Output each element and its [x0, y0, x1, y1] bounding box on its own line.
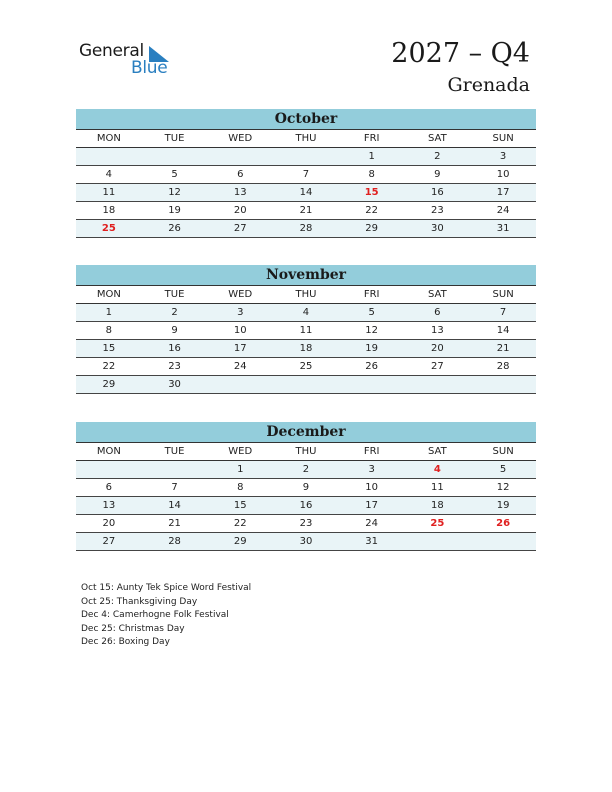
day-cell: 15: [102, 343, 116, 354]
week-row: [76, 166, 536, 184]
day-cell: 23: [431, 205, 444, 216]
day-cell: 20: [233, 205, 247, 216]
weekday-label: SUN: [492, 289, 514, 300]
day-cell: 12: [365, 325, 379, 336]
week-row: [76, 358, 536, 376]
day-cell: 8: [105, 325, 113, 336]
day-cell: 29: [233, 536, 247, 547]
weekday-label: SAT: [428, 289, 447, 300]
day-cell: 19: [365, 343, 379, 354]
month-december: [76, 422, 536, 551]
holiday-note: Dec 4: Camerhogne Folk Festival: [81, 610, 229, 620]
day-cell: 27: [233, 223, 247, 234]
day-cell: 20: [102, 518, 116, 529]
day-cell: 26: [168, 223, 181, 234]
day-cell: 24: [365, 518, 379, 529]
month-october: [76, 109, 536, 238]
holiday-note: Oct 15: Aunty Tek Spice Word Festival: [81, 583, 252, 593]
empty-day-cell: [405, 533, 471, 551]
weekday-label: TUE: [164, 133, 185, 144]
day-cell: 11: [299, 325, 313, 336]
day-cell: 21: [299, 205, 313, 216]
weekday-label: THU: [295, 446, 317, 457]
empty-day-cell: [470, 376, 536, 394]
holiday-note: Oct 25: Thanksgiving Day: [81, 596, 198, 607]
day-cell: 6: [434, 307, 441, 318]
week-row: [76, 479, 536, 497]
day-cell: 9: [434, 169, 441, 180]
day-cell: 5: [499, 464, 507, 475]
day-cell: 21: [496, 343, 510, 354]
day-cell: 2: [434, 151, 441, 162]
day-cell: 16: [168, 343, 181, 354]
weekday-label: WED: [228, 289, 253, 300]
day-cell: 6: [237, 169, 244, 180]
day-cell: 23: [299, 518, 313, 529]
week-row: [76, 497, 536, 515]
week-row: [76, 515, 536, 533]
day-cell: 2: [171, 307, 178, 318]
day-cell: 24: [496, 205, 510, 216]
month-title: October: [76, 109, 536, 129]
day-cell: 2: [302, 464, 310, 475]
month-grid: [76, 129, 536, 238]
day-cell: 28: [496, 361, 510, 372]
day-cell: 27: [431, 361, 444, 372]
day-cell: 25: [430, 518, 445, 529]
day-cell: 11: [102, 187, 116, 198]
weekday-label: WED: [228, 446, 253, 457]
day-cell: 17: [365, 500, 379, 511]
day-cell: 23: [168, 361, 181, 372]
day-cell: 9: [171, 325, 178, 336]
day-cell: 18: [431, 500, 444, 511]
weekday-label: WED: [228, 133, 253, 144]
day-cell: 10: [496, 169, 510, 180]
week-row: [76, 376, 536, 394]
day-cell: 28: [168, 536, 181, 547]
weekday-label: SAT: [428, 133, 447, 144]
day-cell: 8: [368, 169, 375, 180]
day-cell: 24: [233, 361, 247, 372]
empty-day-cell: [76, 148, 142, 166]
day-cell: 18: [102, 205, 116, 216]
day-cell: 25: [101, 223, 116, 234]
day-cell: 1: [368, 151, 375, 162]
day-cell: 4: [105, 169, 113, 180]
month-grid: [76, 285, 536, 394]
weekday-label: TUE: [164, 446, 185, 457]
day-cell: 12: [168, 187, 181, 198]
day-cell: 5: [368, 307, 375, 318]
day-cell: 10: [233, 325, 247, 336]
day-cell: 14: [299, 187, 313, 198]
month-grid: [76, 442, 536, 551]
empty-day-cell: [207, 376, 273, 394]
weekday-label: FRI: [363, 289, 380, 300]
week-row: [76, 220, 536, 238]
holiday-note: Dec 25: Christmas Day: [81, 623, 185, 634]
day-cell: 30: [299, 536, 313, 547]
day-cell: 15: [364, 187, 379, 198]
day-cell: 14: [496, 325, 510, 336]
week-row: [76, 202, 536, 220]
day-cell: 29: [365, 223, 379, 234]
day-cell: 30: [431, 223, 444, 234]
day-cell: 29: [102, 379, 116, 390]
empty-day-cell: [470, 533, 536, 551]
empty-day-cell: [339, 376, 405, 394]
weekday-label: FRI: [363, 446, 380, 457]
weekday-label: THU: [295, 133, 317, 144]
logo-word-general: General: [79, 41, 144, 61]
empty-day-cell: [273, 376, 339, 394]
day-cell: 31: [365, 536, 379, 547]
day-cell: 13: [431, 325, 444, 336]
holiday-note: Dec 26: Boxing Day: [81, 637, 170, 647]
day-cell: 22: [102, 361, 116, 372]
weekday-header-row: [76, 130, 536, 148]
weekday-header-row: [76, 443, 536, 461]
weekday-label: THU: [295, 289, 317, 300]
month-title: December: [76, 422, 536, 442]
day-cell: 20: [431, 343, 444, 354]
weekday-label: MON: [96, 446, 121, 457]
day-cell: 1: [237, 464, 244, 475]
week-row: [76, 533, 536, 551]
weekday-label: MON: [96, 289, 121, 300]
day-cell: 4: [433, 464, 441, 475]
day-cell: 27: [102, 536, 116, 547]
week-row: [76, 461, 536, 479]
day-cell: 16: [431, 187, 444, 198]
empty-day-cell: [142, 461, 208, 479]
week-row: [76, 184, 536, 202]
weekday-label: SUN: [492, 446, 514, 457]
day-cell: 3: [499, 151, 507, 162]
holiday-notes: [81, 582, 251, 650]
weekday-label: MON: [96, 133, 121, 144]
day-cell: 1: [105, 307, 113, 318]
month-title: November: [76, 265, 536, 285]
week-row: [76, 304, 536, 322]
day-cell: 14: [168, 500, 181, 511]
day-cell: 28: [299, 223, 313, 234]
logo: [79, 41, 179, 81]
page-title: 2027 – Q4: [391, 38, 530, 69]
day-cell: 5: [171, 169, 178, 180]
empty-day-cell: [405, 376, 471, 394]
day-cell: 4: [302, 307, 310, 318]
week-row: [76, 340, 536, 358]
day-cell: 16: [299, 500, 313, 511]
week-row: [76, 322, 536, 340]
month-november: [76, 265, 536, 394]
day-cell: 10: [365, 482, 379, 493]
day-cell: 31: [496, 223, 510, 234]
empty-day-cell: [273, 148, 339, 166]
day-cell: 19: [496, 500, 510, 511]
day-cell: 8: [237, 482, 244, 493]
day-cell: 26: [365, 361, 379, 372]
day-cell: 22: [365, 205, 379, 216]
weekday-label: SAT: [428, 446, 447, 457]
week-row: [76, 148, 536, 166]
day-cell: 3: [368, 464, 375, 475]
day-cell: 12: [496, 482, 510, 493]
country-subtitle: Grenada: [447, 74, 530, 96]
day-cell: 13: [233, 187, 247, 198]
day-cell: 7: [499, 307, 507, 318]
day-cell: 7: [171, 482, 178, 493]
logo-word-blue: Blue: [131, 58, 168, 78]
day-cell: 30: [168, 379, 181, 390]
weekday-label: SUN: [492, 133, 514, 144]
day-cell: 3: [237, 307, 244, 318]
day-cell: 26: [496, 518, 511, 529]
empty-day-cell: [142, 148, 208, 166]
day-cell: 17: [233, 343, 247, 354]
day-cell: 6: [105, 482, 113, 493]
day-cell: 17: [496, 187, 510, 198]
day-cell: 13: [102, 500, 116, 511]
day-cell: 7: [302, 169, 310, 180]
weekday-label: TUE: [164, 289, 185, 300]
day-cell: 18: [299, 343, 313, 354]
day-cell: 21: [168, 518, 181, 529]
day-cell: 25: [299, 361, 313, 372]
empty-day-cell: [207, 148, 273, 166]
weekday-header-row: [76, 286, 536, 304]
weekday-label: FRI: [363, 133, 380, 144]
day-cell: 19: [168, 205, 181, 216]
day-cell: 9: [302, 482, 310, 493]
day-cell: 11: [431, 482, 444, 493]
empty-day-cell: [76, 461, 142, 479]
day-cell: 22: [233, 518, 247, 529]
day-cell: 15: [233, 500, 247, 511]
